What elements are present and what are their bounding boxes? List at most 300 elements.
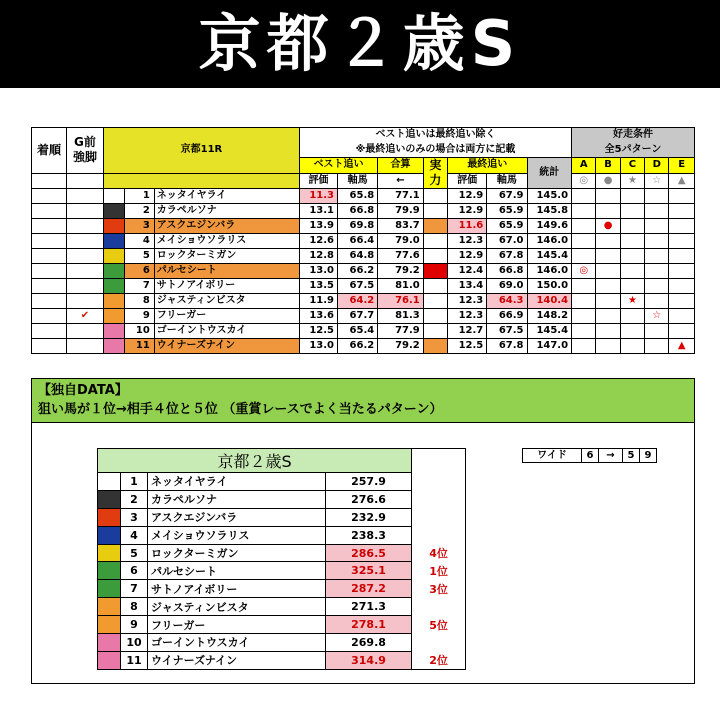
pattern-mark <box>645 324 669 339</box>
frame-color-cell <box>98 598 121 616</box>
rank-row <box>98 562 466 580</box>
pattern-mark <box>620 339 644 354</box>
rank-row <box>98 544 466 562</box>
total: 77.6 <box>378 249 424 264</box>
pattern-mark: ★ <box>620 294 644 309</box>
horse-row <box>32 309 695 324</box>
horse-name: カラペルソナ <box>154 204 299 219</box>
pattern-mark <box>645 219 669 234</box>
score: 269.8 <box>326 634 412 652</box>
pattern-mark <box>596 294 620 309</box>
frame-color-cell <box>103 279 124 294</box>
horse-name: ゴーイントウスカイ <box>148 634 326 652</box>
original-data-subheading: 狙い馬が１位→相手４位と５位 （重賞レースでよく当たるパターン） <box>38 402 443 417</box>
total: 77.9 <box>378 324 424 339</box>
pattern-mark: ◎ <box>572 264 596 279</box>
frame-color-cell <box>103 234 124 249</box>
pattern-mark <box>669 219 695 234</box>
horse-row <box>32 189 695 204</box>
pattern-mark <box>572 234 596 249</box>
ability-cell <box>423 219 447 234</box>
horse-name: フリーガー <box>148 616 326 634</box>
rank-row <box>98 490 466 508</box>
best-axis: 66.8 <box>338 204 378 219</box>
horse-number: 11 <box>121 651 148 669</box>
stats: 145.8 <box>527 204 572 219</box>
horse-row <box>32 264 695 279</box>
horse-name: ジャスティンビスタ <box>148 598 326 616</box>
total: 83.7 <box>378 219 424 234</box>
final-axis: 65.9 <box>487 219 527 234</box>
pattern-mark <box>572 204 596 219</box>
rank-row <box>98 651 466 669</box>
g-strong-cell <box>66 234 103 249</box>
frame-color-cell <box>103 339 124 354</box>
rank-row <box>98 473 466 491</box>
rank-row <box>98 616 466 634</box>
finish-cell <box>32 339 67 354</box>
g-strong-cell: ✔ <box>66 309 103 324</box>
final-rating: 12.9 <box>448 204 487 219</box>
pattern-e-symbol: ▲ <box>669 173 695 189</box>
pattern-mark <box>645 264 669 279</box>
frame-color-cell <box>98 580 121 598</box>
g-strong-cell <box>66 339 103 354</box>
best-axis: 66.2 <box>338 339 378 354</box>
pattern-mark <box>620 189 644 204</box>
horse-name: ロックターミガン <box>154 249 299 264</box>
best-rating: 13.0 <box>299 264 337 279</box>
pattern-mark <box>596 309 620 324</box>
main-table <box>31 127 695 354</box>
ability-cell <box>423 234 447 249</box>
horse-number: 5 <box>121 544 148 562</box>
pattern-mark <box>645 294 669 309</box>
score: 276.6 <box>326 490 412 508</box>
pattern-mark <box>596 249 620 264</box>
horse-number: 8 <box>125 294 155 309</box>
pattern-b-symbol: ● <box>596 173 620 189</box>
horse-name: ロックターミガン <box>148 544 326 562</box>
horse-name: ゴーイントウスカイ <box>154 324 299 339</box>
frame-color-cell <box>98 651 121 669</box>
pattern-mark <box>572 189 596 204</box>
final-rating: 12.3 <box>448 309 487 324</box>
rank-label <box>412 598 466 616</box>
total: 76.1 <box>378 294 424 309</box>
frame-color-cell <box>103 249 124 264</box>
frame-color-cell <box>103 294 124 309</box>
final-rating: 12.5 <box>448 339 487 354</box>
pattern-c-symbol: ★ <box>620 173 644 189</box>
pattern-mark <box>620 204 644 219</box>
pattern-mark <box>620 249 644 264</box>
best-axis: 66.2 <box>338 264 378 279</box>
ability-cell <box>423 324 447 339</box>
horse-name: パルセシート <box>148 562 326 580</box>
total: 81.3 <box>378 309 424 324</box>
pattern-mark <box>645 204 669 219</box>
wide-first: 6 <box>581 449 598 462</box>
horse-number: 4 <box>125 234 155 249</box>
arrow-label: ← <box>378 173 424 189</box>
best-rating: 13.5 <box>299 279 337 294</box>
total-label: 合算 <box>378 158 424 174</box>
stats: 150.0 <box>527 279 572 294</box>
score: 325.1 <box>326 562 412 580</box>
best-axis: 64.2 <box>338 294 378 309</box>
final-rating: 13.4 <box>448 279 487 294</box>
pattern-mark <box>669 324 695 339</box>
best-axis: 66.4 <box>338 234 378 249</box>
pattern-mark <box>596 339 620 354</box>
pattern-d: D <box>645 158 669 174</box>
pattern-mark: ☆ <box>645 309 669 324</box>
conditions-header-2: 全5パターン <box>572 143 695 158</box>
score: 278.1 <box>326 616 412 634</box>
g-strong-cell <box>66 324 103 339</box>
final-axis-label: 軸馬 <box>487 173 527 189</box>
horse-number: 4 <box>121 526 148 544</box>
pattern-c: C <box>620 158 644 174</box>
horse-row <box>32 219 695 234</box>
pattern-e: E <box>669 158 695 174</box>
pattern-mark: ▲ <box>669 339 695 354</box>
final-rating: 11.6 <box>448 219 487 234</box>
best-rating-label: 評価 <box>299 173 337 189</box>
pattern-mark <box>596 264 620 279</box>
total: 79.2 <box>378 264 424 279</box>
wide-bet-box <box>522 448 657 463</box>
stats: 140.4 <box>527 294 572 309</box>
rank-row <box>98 598 466 616</box>
horse-number: 2 <box>121 490 148 508</box>
total: 79.9 <box>378 204 424 219</box>
pattern-mark <box>620 234 644 249</box>
stats: 145.0 <box>527 189 572 204</box>
race-blank <box>103 173 299 189</box>
frame-color-cell <box>98 473 121 491</box>
title-banner <box>0 0 720 88</box>
wide-arrow: → <box>598 449 622 462</box>
wide-second: 5 <box>622 449 639 462</box>
ability-cell <box>423 249 447 264</box>
score: 238.3 <box>326 526 412 544</box>
pattern-mark <box>596 204 620 219</box>
pattern-mark <box>572 219 596 234</box>
best-rating: 12.5 <box>299 324 337 339</box>
pattern-mark <box>572 294 596 309</box>
stats: 146.0 <box>527 264 572 279</box>
horse-number: 7 <box>121 580 148 598</box>
best-axis: 69.8 <box>338 219 378 234</box>
horse-row <box>32 204 695 219</box>
finish-cell <box>32 264 67 279</box>
rank-label: 1位 <box>412 562 466 580</box>
horse-number: 7 <box>125 279 155 294</box>
finish-blank <box>32 173 67 189</box>
horse-number: 11 <box>125 339 155 354</box>
final-axis: 66.8 <box>487 264 527 279</box>
stats: 146.0 <box>527 234 572 249</box>
note-line-1: ベスト追いは最終追い除く <box>299 128 571 143</box>
note-line-2: ※最終追いのみの場合は両方に記載 <box>299 143 571 158</box>
pattern-mark <box>645 339 669 354</box>
frame-color-cell <box>98 616 121 634</box>
best-rating: 11.9 <box>299 294 337 309</box>
frame-color-cell <box>98 526 121 544</box>
finish-cell <box>32 234 67 249</box>
frame-color-cell <box>103 219 124 234</box>
horse-number: 8 <box>121 598 148 616</box>
rank-row <box>98 580 466 598</box>
rank-label: 4位 <box>412 544 466 562</box>
pattern-mark <box>645 234 669 249</box>
ability-cell <box>423 339 447 354</box>
horse-number: 6 <box>125 264 155 279</box>
g-strong-cell <box>66 294 103 309</box>
score: 314.9 <box>326 651 412 669</box>
frame-color-cell <box>98 634 121 652</box>
horse-number: 3 <box>121 508 148 526</box>
pattern-mark <box>645 249 669 264</box>
final-rating: 12.7 <box>448 324 487 339</box>
best-axis: 65.8 <box>338 189 378 204</box>
g-strong-cell <box>66 204 103 219</box>
ability-cell <box>423 294 447 309</box>
wide-third: 9 <box>639 449 656 462</box>
final-rating: 12.3 <box>448 294 487 309</box>
pattern-mark <box>596 279 620 294</box>
final-axis: 64.3 <box>487 294 527 309</box>
frame-color-cell <box>98 562 121 580</box>
pattern-mark <box>620 219 644 234</box>
g-strong-cell <box>66 189 103 204</box>
final-axis: 67.9 <box>487 189 527 204</box>
rank-row <box>98 526 466 544</box>
pattern-mark <box>596 234 620 249</box>
horse-name: サトノアイボリー <box>154 279 299 294</box>
banner-title: 京都２歳S <box>198 7 522 80</box>
ability-cell <box>423 264 447 279</box>
finish-cell <box>32 219 67 234</box>
stats-label: 統計 <box>527 158 572 189</box>
final-axis: 67.8 <box>487 339 527 354</box>
best-axis: 65.4 <box>338 324 378 339</box>
best-rating: 12.6 <box>299 234 337 249</box>
best-rating: 11.3 <box>299 189 337 204</box>
total: 81.0 <box>378 279 424 294</box>
final-rating-label: 評価 <box>448 173 487 189</box>
horse-name: アスクエジンバラ <box>154 219 299 234</box>
rank-label: 2位 <box>412 651 466 669</box>
score: 287.2 <box>326 580 412 598</box>
rank-row <box>98 508 466 526</box>
pattern-mark <box>669 309 695 324</box>
stats: 149.6 <box>527 219 572 234</box>
horse-name: パルセシート <box>154 264 299 279</box>
pattern-a: A <box>572 158 596 174</box>
rank-label <box>412 526 466 544</box>
pattern-mark <box>669 204 695 219</box>
frame-color-cell <box>103 309 124 324</box>
frame-color-cell <box>103 324 124 339</box>
wide-label: ワイド <box>537 450 567 461</box>
best-rating: 13.6 <box>299 309 337 324</box>
finish-cell <box>32 279 67 294</box>
ability-cell <box>423 279 447 294</box>
horse-number: 5 <box>125 249 155 264</box>
conditions-header-1: 好走条件 <box>572 128 695 143</box>
horse-number: 3 <box>125 219 155 234</box>
score: 286.5 <box>326 544 412 562</box>
horse-row <box>32 294 695 309</box>
horse-number: 10 <box>121 634 148 652</box>
total: 79.2 <box>378 339 424 354</box>
pattern-mark <box>669 249 695 264</box>
horse-row <box>32 234 695 249</box>
horse-row <box>32 249 695 264</box>
pattern-mark <box>645 189 669 204</box>
horse-number: 1 <box>125 189 155 204</box>
frame-color-cell <box>103 264 124 279</box>
total: 77.1 <box>378 189 424 204</box>
frame-color-cell <box>103 189 124 204</box>
horse-number: 10 <box>125 324 155 339</box>
finish-cell <box>32 249 67 264</box>
rank-row <box>98 634 466 652</box>
final-axis: 69.0 <box>487 279 527 294</box>
original-data-heading: 【独自DATA】 <box>38 383 128 398</box>
stats: 147.0 <box>527 339 572 354</box>
pattern-mark <box>572 339 596 354</box>
rank-table-title: 京都２歳S <box>98 449 412 473</box>
final-axis: 67.0 <box>487 234 527 249</box>
pattern-mark <box>572 279 596 294</box>
rank-label <box>412 473 466 491</box>
frame-color-cell <box>98 544 121 562</box>
best-axis-label: 軸馬 <box>338 173 378 189</box>
pattern-mark <box>572 309 596 324</box>
horse-number: 9 <box>125 309 155 324</box>
best-rating: 13.9 <box>299 219 337 234</box>
pattern-b: B <box>596 158 620 174</box>
frame-color-cell <box>103 204 124 219</box>
horse-row <box>32 279 695 294</box>
ability-label: 実力 <box>423 158 447 189</box>
best-axis: 64.8 <box>338 249 378 264</box>
rank-label: 3位 <box>412 580 466 598</box>
g-strong-header: G前強脚 <box>66 128 103 174</box>
final-axis: 65.9 <box>487 204 527 219</box>
pattern-mark <box>572 249 596 264</box>
ability-cell <box>423 309 447 324</box>
ability-cell <box>423 204 447 219</box>
horse-name: カラペルソナ <box>148 490 326 508</box>
horse-name: ネッタイヤライ <box>148 473 326 491</box>
final-axis: 67.5 <box>487 324 527 339</box>
total: 79.0 <box>378 234 424 249</box>
score: 271.3 <box>326 598 412 616</box>
pattern-mark <box>645 279 669 294</box>
horse-number: 6 <box>121 562 148 580</box>
best-axis: 67.5 <box>338 279 378 294</box>
best-rating: 12.8 <box>299 249 337 264</box>
g-strong-cell <box>66 264 103 279</box>
rank-title-blank <box>412 449 466 473</box>
horse-name: ウイナーズナイン <box>148 651 326 669</box>
finish-header: 着順 <box>32 128 67 174</box>
horse-number: 1 <box>121 473 148 491</box>
final-rating: 12.3 <box>448 234 487 249</box>
finish-cell <box>32 324 67 339</box>
pattern-mark <box>669 294 695 309</box>
race-header: 京都11R <box>103 128 299 174</box>
pattern-mark <box>572 324 596 339</box>
final-rating: 12.9 <box>448 189 487 204</box>
pattern-d-symbol: ☆ <box>645 173 669 189</box>
stats: 145.4 <box>527 249 572 264</box>
rank-label <box>412 634 466 652</box>
pattern-mark <box>596 324 620 339</box>
g-strong-cell <box>66 279 103 294</box>
final-rating: 12.4 <box>448 264 487 279</box>
stats: 148.2 <box>527 309 572 324</box>
best-axis: 67.7 <box>338 309 378 324</box>
stats: 145.4 <box>527 324 572 339</box>
score: 257.9 <box>326 473 412 491</box>
original-data-panel <box>31 378 695 684</box>
rank-label <box>412 490 466 508</box>
g-strong-cell <box>66 249 103 264</box>
final-label: 最終追い <box>448 158 527 174</box>
best-rating: 13.0 <box>299 339 337 354</box>
best-rating: 13.1 <box>299 204 337 219</box>
rank-label <box>412 508 466 526</box>
horse-number: 9 <box>121 616 148 634</box>
horse-row <box>32 324 695 339</box>
frame-color-cell <box>98 508 121 526</box>
pattern-mark <box>669 234 695 249</box>
ability-cell <box>423 189 447 204</box>
pattern-mark <box>596 189 620 204</box>
final-axis: 66.9 <box>487 309 527 324</box>
final-axis: 67.8 <box>487 249 527 264</box>
horse-name: メイショウソラリス <box>154 234 299 249</box>
pattern-mark <box>620 279 644 294</box>
horse-name: ウイナーズナイン <box>154 339 299 354</box>
pattern-mark <box>620 264 644 279</box>
finish-cell <box>32 189 67 204</box>
g-strong-cell <box>66 219 103 234</box>
pattern-mark <box>669 279 695 294</box>
horse-number: 2 <box>125 204 155 219</box>
rank-label: 5位 <box>412 616 466 634</box>
best-label: ベスト追い <box>299 158 377 174</box>
rank-table <box>97 448 466 670</box>
horse-name: アスクエジンバラ <box>148 508 326 526</box>
finish-cell <box>32 309 67 324</box>
pattern-mark: ● <box>596 219 620 234</box>
horse-name: サトノアイボリー <box>148 580 326 598</box>
pattern-mark <box>620 309 644 324</box>
pattern-mark <box>669 189 695 204</box>
final-rating: 12.9 <box>448 249 487 264</box>
frame-color-cell <box>98 490 121 508</box>
horse-name: ネッタイヤライ <box>154 189 299 204</box>
finish-cell <box>32 204 67 219</box>
finish-cell <box>32 294 67 309</box>
